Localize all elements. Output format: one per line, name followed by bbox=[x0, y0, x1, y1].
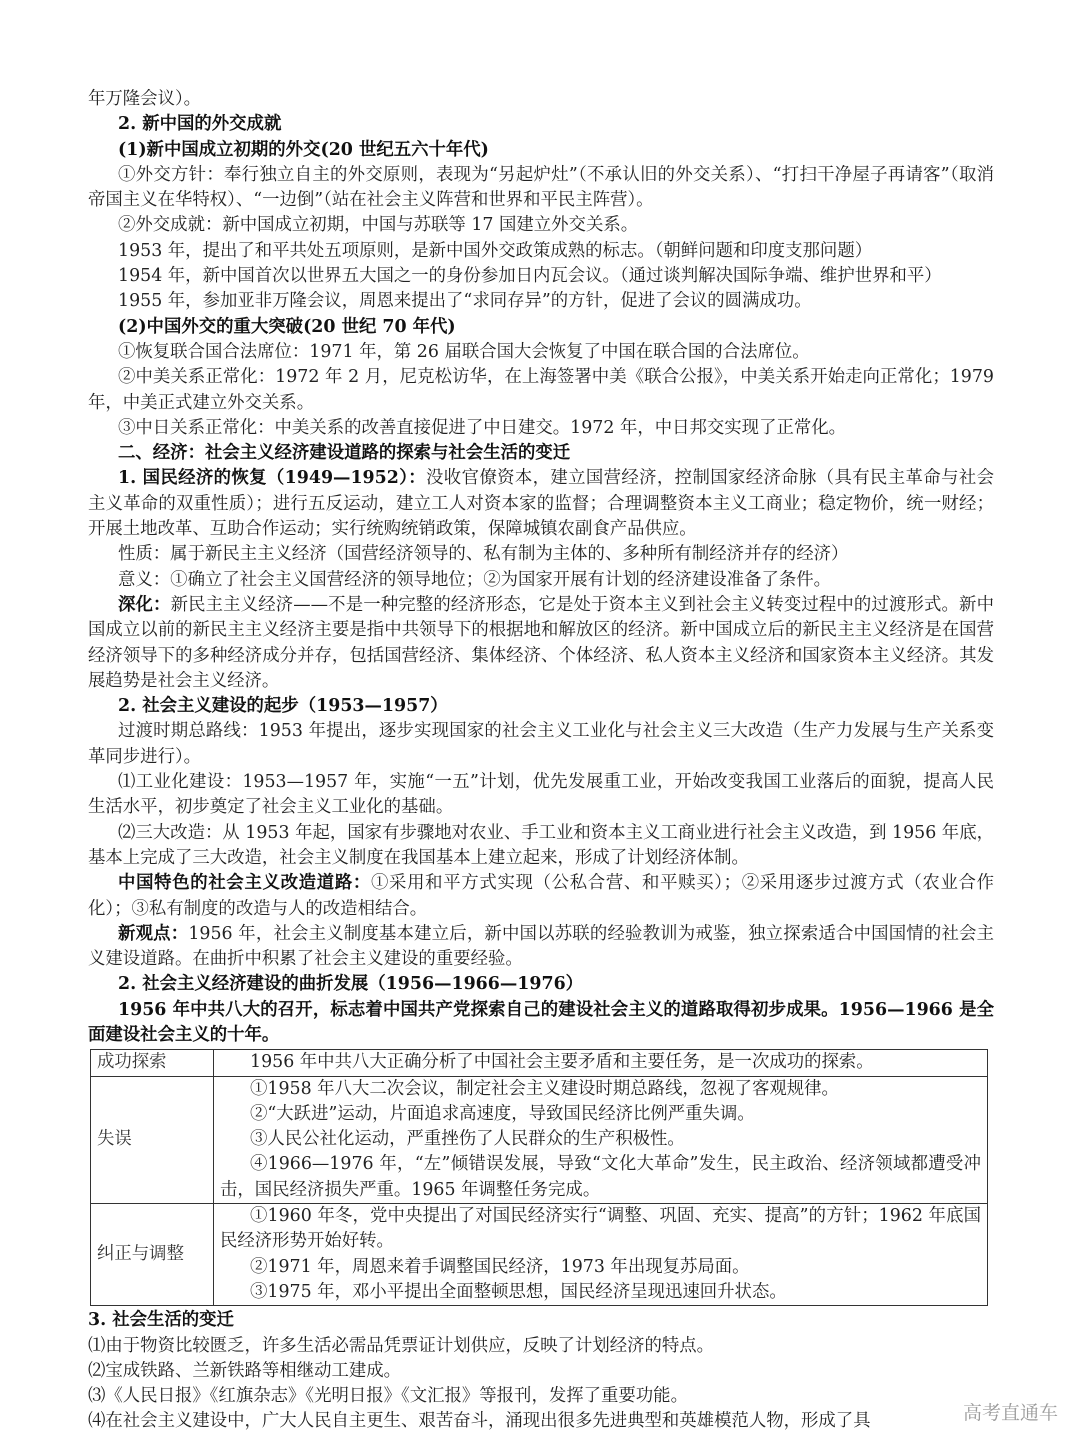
paragraph-text: ②中美关系正常化：1972 年 2 月，尼克松访华，在上海签署中美《联合公报》，中美关系开始走向正常化；1979 年，中美正式建立外交关系。 bbox=[88, 367, 994, 413]
paragraph-text: 1953 年，提出了和平共处五项原则，是新中国外交政策成熟的标志。（朝鲜问题和印度支那问题） bbox=[118, 240, 873, 261]
paragraph-lead: 新观点： bbox=[118, 923, 189, 944]
paragraph-text: ①恢复联合国合法席位：1971 年，第 26 届联合国大会恢复了中国在联合国的合法席位。 bbox=[118, 341, 810, 362]
row-header: 成功探索 bbox=[91, 1050, 214, 1076]
economy-table bbox=[90, 1049, 988, 1306]
paragraph-text: ①采用和平方式实现（公私合营、和平赎买）；②采用逐步过渡方式（农业合作化）；③私有制度的改造与人的改造相结合。 bbox=[88, 873, 994, 919]
paragraph bbox=[88, 568, 994, 593]
paragraph bbox=[88, 770, 994, 821]
paragraph bbox=[88, 466, 994, 542]
paragraph bbox=[88, 821, 994, 872]
paragraph bbox=[88, 542, 994, 567]
watermark: 高考直通车 bbox=[963, 1402, 1059, 1424]
paragraph-text: ⑵三大改造：从 1953 年起，国家有步骤地对农业、手工业和资本主义工商业进行社会主义改造，到 1956 年底，基本上完成了三大改造，社会主义制度在我国基本上建立起来，形成了计划经济体制。 bbox=[88, 822, 994, 868]
paragraph bbox=[88, 694, 994, 719]
paragraph-text: 新民主主义经济——不是一种完整的经济形态，它是处于资本主义到社会主义转变过程中的过渡形式。新中国成立以前的新民主主义经济主要是指中共领导下的根据地和解放区的经济。新中国成立后的新民主主义经济是在国营经济领导下的多种经济成分并存，包括国营经济、集体经济、个体经济、私人资本主义经济和国家资本主义经济。其发展趋势是社会主义经济。 bbox=[88, 594, 994, 691]
paragraph-text: 意义：①确立了社会主义国营经济的领导地位；②为国家开展有计划的经济建设准备了条件。 bbox=[118, 569, 832, 590]
paragraph-lead: 2. 社会主义建设的起步（1953—1957） bbox=[118, 696, 448, 717]
paragraph bbox=[88, 1359, 994, 1384]
paragraph bbox=[88, 972, 994, 997]
row-item: ③人民公社化运动，严重挫伤了人民群众的生产积极性。 bbox=[250, 1129, 685, 1150]
paragraph bbox=[88, 87, 994, 112]
paragraph bbox=[88, 416, 994, 441]
paragraph bbox=[88, 871, 994, 922]
row-item: ①1958 年八大二次会议，制定社会主义建设时期总路线，忽视了客观规律。 bbox=[250, 1078, 839, 1099]
paragraph-text: 年万隆会议）。 bbox=[88, 89, 202, 109]
paragraph bbox=[88, 719, 994, 770]
table-row bbox=[91, 1076, 988, 1203]
paragraph-text: 过渡时期总路线：1953 年提出，逐步实现国家的社会主义工业化与社会主义三大改造（生产力发展与生产关系变革同步进行）。 bbox=[88, 721, 994, 767]
paragraph-text: 1954 年，新中国首次以世界五大国之一的身份参加日内瓦会议。（通过谈判解决国际争端、维护世界和平） bbox=[118, 266, 942, 287]
paragraph bbox=[88, 213, 994, 238]
paragraph-text: 性质：属于新民主主义经济（国营经济领导的、私有制为主体的、多种所有制经济并存的经济） bbox=[118, 544, 849, 565]
paragraph-text: ⑴工业化建设：1953—1957 年，实施“一五”计划，优先发展重工业，开始改变我国工业落后的面貌，提高人民生活水平，初步奠定了社会主义工业化的基础。 bbox=[88, 772, 994, 818]
paragraph bbox=[88, 998, 994, 1049]
row-header: 失误 bbox=[91, 1076, 214, 1203]
paragraph bbox=[88, 264, 994, 289]
paragraph bbox=[88, 163, 994, 214]
section-top bbox=[88, 87, 994, 1048]
paragraph-text: ②外交成就：新中国成立初期，中国与苏联等 17 国建立外交关系。 bbox=[118, 215, 639, 236]
row-content bbox=[214, 1050, 988, 1076]
row-item: ④1966—1976 年，“左”倾错误发展，导致“文化大革命”发生，民主政治、经济领域都遭受冲击，国民经济损失严重。1965 年调整任务完成。 bbox=[220, 1154, 981, 1200]
row-header: 纠正与调整 bbox=[91, 1204, 214, 1306]
paragraph-lead: 1956 年中共八大的召开，标志着中国共产党探索自己的建设社会主义的道路取得初步成果。1956—1966 是全面建设社会主义的十年。 bbox=[88, 999, 994, 1045]
paragraph bbox=[88, 1308, 994, 1333]
paragraph bbox=[88, 340, 994, 365]
paragraph bbox=[88, 112, 994, 137]
row-item: 1956 年中共八大正确分析了中国社会主要矛盾和主要任务，是一次成功的探索。 bbox=[250, 1052, 874, 1073]
paragraph-text: ①外交方针：奉行独立自主的外交原则，表现为“另起炉灶”（不承认旧的外交关系）、“打扫干净屋子再请客”（取消帝国主义在华特权）、“一边倒”（站在社会主义阵营和世界和平民主阵营）。 bbox=[88, 164, 994, 211]
paragraph-lead: 深化： bbox=[118, 594, 171, 615]
paragraph-text: ③中日关系正常化：中美关系的改善直接促进了中日建交。1972 年，中日邦交实现了正常化。 bbox=[118, 417, 847, 438]
paragraph-lead: 1. 国民经济的恢复（1949—1952）： bbox=[118, 468, 427, 489]
paragraph-lead: 中国特色的社会主义改造道路： bbox=[118, 873, 371, 894]
paragraph bbox=[88, 1384, 994, 1409]
section-social-life bbox=[88, 1308, 994, 1434]
paragraph-text: ⑷在社会主义建设中，广大人民自主更生、艰苦奋斗，涌现出很多先进典型和英雄模范人物，形成了具 bbox=[88, 1411, 871, 1432]
paragraph bbox=[88, 1334, 994, 1359]
paragraph bbox=[88, 138, 994, 163]
paragraph-text: ⑵宝成铁路、兰新铁路等相继动工建成。 bbox=[88, 1360, 402, 1381]
paragraph bbox=[88, 1409, 994, 1434]
paragraph-lead: 2. 社会主义经济建设的曲折发展（1956—1966—1976） bbox=[118, 974, 584, 995]
row-item: ③1975 年，邓小平提出全面整顿思想，国民经济呈现迅速回升状态。 bbox=[250, 1281, 787, 1302]
paragraph-text: 没收官僚资本，建立国营经济，控制国家经济命脉（具有民主革命与社会主义革命的双重性质）；进行五反运动，建立工人对资本家的监督；合理调整资本主义工商业；稳定物价，统一财经；开展土地改革、互助合作运动；实行统购统销政策，保障城镇农副食产品供应。 bbox=[88, 468, 994, 540]
table-row bbox=[91, 1050, 988, 1076]
paragraph-text: 1956 年，社会主义制度基本建立后，新中国以苏联的经验教训为戒鉴，独立探索适合中国国情的社会主义建设道路。在曲折中积累了社会主义建设的重要经验。 bbox=[88, 923, 994, 970]
paragraph bbox=[88, 593, 994, 694]
row-content bbox=[214, 1076, 988, 1203]
paragraph-lead: (1)新中国成立初期的外交(20 世纪五六十年代) bbox=[118, 139, 489, 160]
paragraph bbox=[88, 315, 994, 340]
paragraph-text: ⑴由于物资比较匮乏，许多生活必需品凭票证计划供应，反映了计划经济的特点。 bbox=[88, 1335, 715, 1356]
paragraph-text: ⑶《人民日报》《红旗杂志》《光明日报》《文汇报》等报刊，发挥了重要功能。 bbox=[88, 1386, 688, 1407]
paragraph-lead: (2)中国外交的重大突破(20 世纪 70 年代) bbox=[118, 316, 456, 337]
row-item: ①1960 年冬，党中央提出了对国民经济实行“调整、巩固、充实、提高”的方针；1962 年底国民经济形势开始好转。 bbox=[220, 1206, 981, 1252]
row-content bbox=[214, 1204, 988, 1306]
paragraph bbox=[88, 289, 994, 314]
table-row bbox=[91, 1204, 988, 1306]
row-item: ②1971 年，周恩来着手调整国民经济，1973 年出现复苏局面。 bbox=[250, 1256, 750, 1277]
paragraph bbox=[88, 365, 994, 416]
row-item: ②“大跃进”运动，片面追求高速度，导致国民经济比例严重失调。 bbox=[250, 1103, 755, 1124]
paragraph-lead: 2. 新中国的外交成就 bbox=[118, 114, 282, 135]
document-page bbox=[88, 87, 994, 1435]
paragraph bbox=[88, 441, 994, 466]
paragraph-lead: 二、经济：社会主义经济建设道路的探索与社会生活的变迁 bbox=[118, 443, 571, 464]
paragraph bbox=[88, 239, 994, 264]
paragraph bbox=[88, 922, 994, 973]
paragraph-lead: 3. 社会生活的变迁 bbox=[88, 1310, 234, 1331]
paragraph-text: 1955 年，参加亚非万隆会议，周恩来提出了“求同存异”的方针，促进了会议的圆满成功。 bbox=[118, 291, 812, 312]
